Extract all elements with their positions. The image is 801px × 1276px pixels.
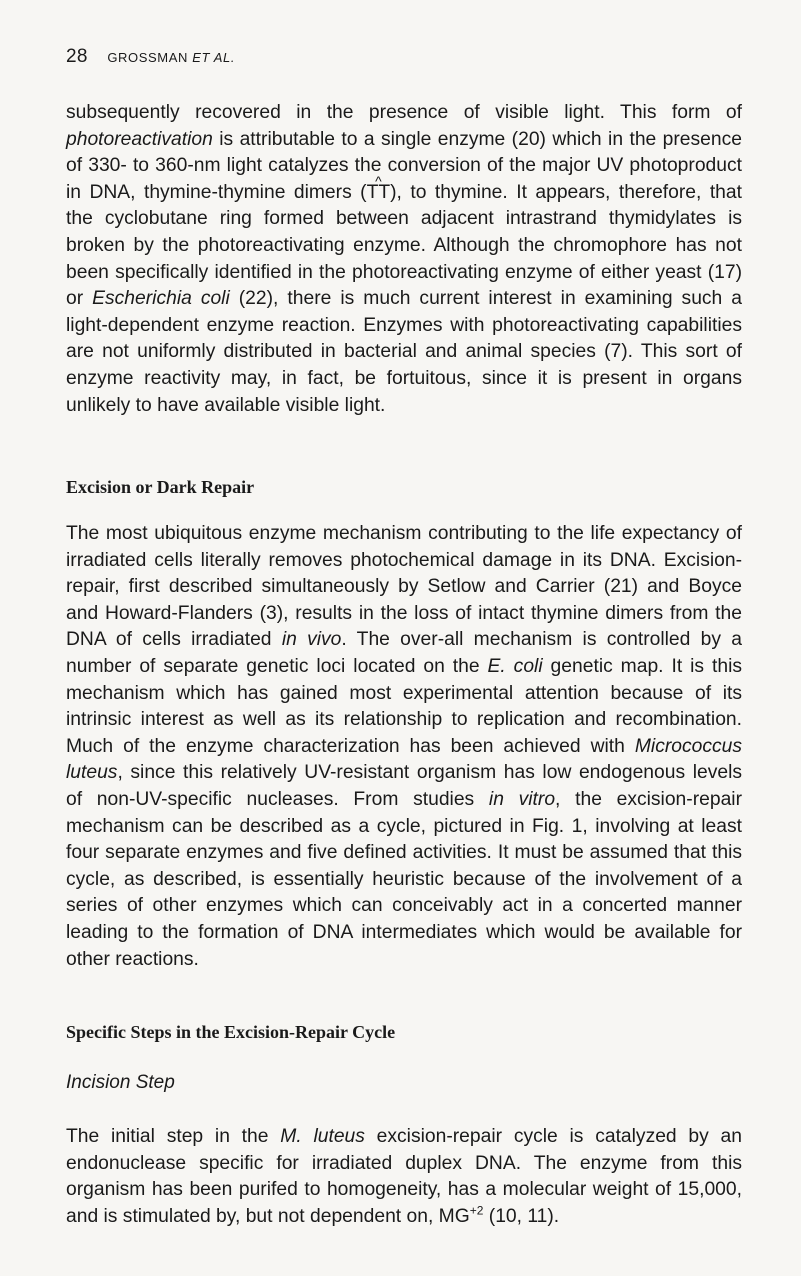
section-heading-excision: Excision or Dark Repair xyxy=(66,477,255,497)
running-author: GROSSMAN ET AL. xyxy=(107,50,236,65)
subheading-incision-step: Incision Step xyxy=(66,1072,175,1093)
dimer-symbol: ^ TT xyxy=(367,180,391,207)
paragraph-excision-repair: The most ubiquitous enzyme mechanism contributing to the life expectancy of irradiated cells literally removes photochemical damage in its DNA. Excision-repair, first described simultaneously by Setlow and Carrier (21) and Boyce and Howard-Flanders (3), results in the loss of intact thymine dimers from the DNA of cells irradiated in vivo. The over-all mechanism is controlled by a number of separate genetic loci located on the E. coli genetic map. It is this mechanism which has gained most experimental attention because of its intrinsic interest as well as its relationship to replication and recombination. Much of the enzyme characterization has been achieved with Micrococcus luteus, since this relatively UV-resistant organism has low endogenous levels of non-UV-specific nucleases. From studies in vitro, the excision-repair mechanism can be described as a cycle, pictured in Fig. 1, involving at least four separate enzymes and five defined activities. It must be assumed that this cycle, as described, is essentially heuristic because of the involvement of a series of other enzymes which can conceivably act in a concerted manner leading to the formation of DNA intermediates which would be available for other reactions. xyxy=(66,523,742,970)
page-number: 28 xyxy=(66,46,88,67)
paragraph-incision-step: The initial step in the M. luteus excision-repair cycle is catalyzed by an endonuclease specific for irradiated duplex DNA. The enzyme from this organism has been purifed to homogeneity, has a molecular weight of 15,000, and is stimulated by, but not dependent on, $MG^{+2}$ (10, 11). xyxy=(66,1126,743,1227)
section-heading-specific-steps: Specific Steps in the Excision-Repair Cycle xyxy=(66,1022,396,1042)
paragraph-photoreactivation: subsequently recovered in the presence of visible light. This form of photoreactivation is attributable to a single enzyme (20) which in the presence of 330- to 360-nm light catalyzes the conversion of the major UV photoproduct in DNA, thymine-thymine dimers (^ TT), to thymine. It appears, therefore, that the cyclobutane ring formed between adjacent intrastrand thymidylates is broken by the photoreactivating enzyme. Although the chromophore has not been specifically identified in the photoreactivating enzyme of either yeast (17) or Escherichia coli (22), there is much current interest in examining such a light-dependent enzyme reaction. Enzymes with photoreactivating capabilities are not uniformly distributed in bacterial and animal species (7). This sort of enzyme reactivity may, in fact, be fortuitous, since it is present in organs unlikely to have available visible light. xyxy=(66,100,742,419)
running-head xyxy=(66,46,235,68)
